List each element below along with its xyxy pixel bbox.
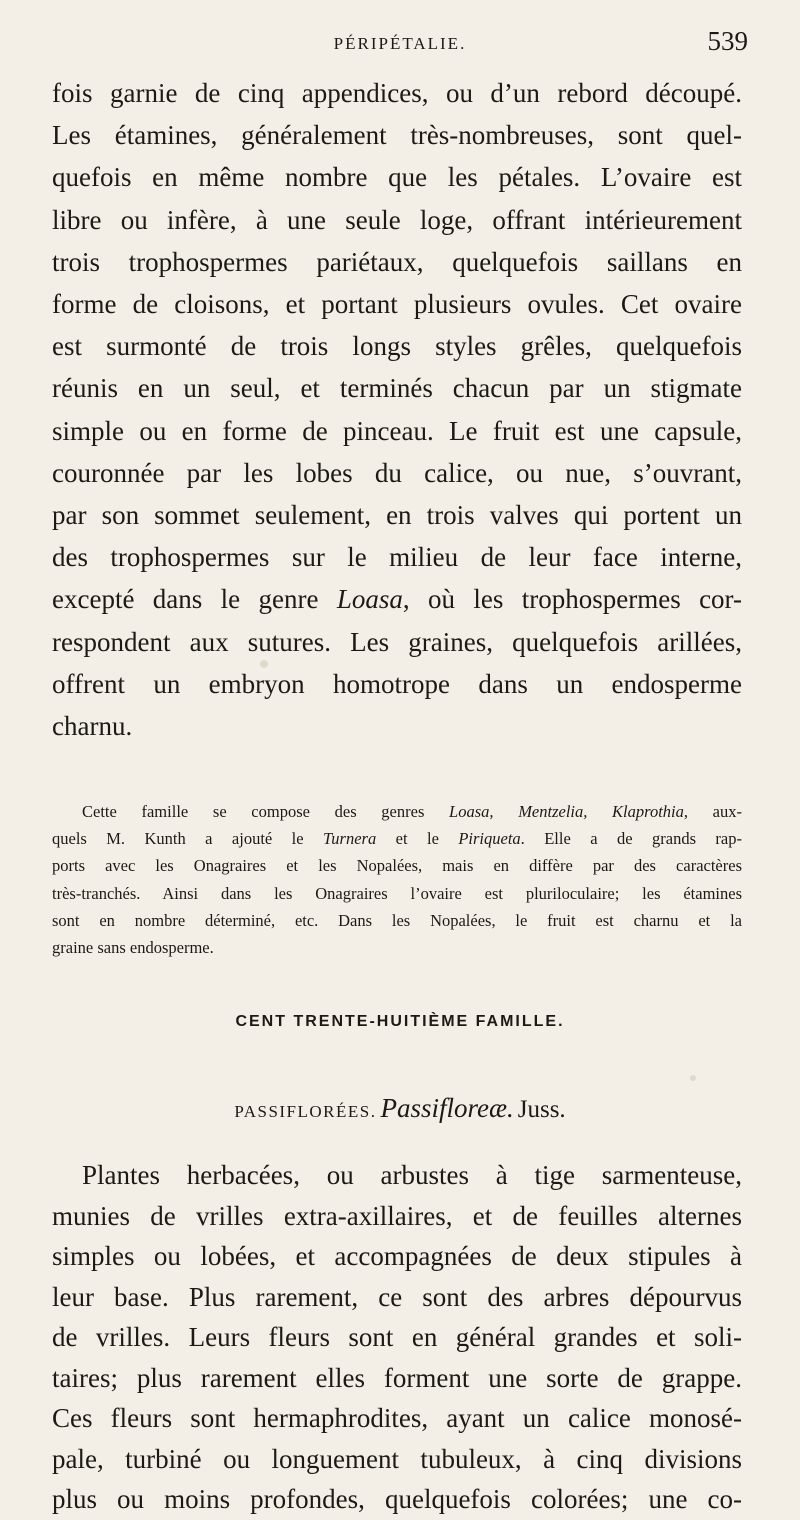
text-line: libre ou infère, à une seule loge, offrant intérieurement bbox=[52, 204, 742, 235]
footnote-block bbox=[52, 798, 742, 961]
text-line: Les étamines, généralement très-nombreuses, sont quel- bbox=[52, 120, 742, 151]
text-line: plus ou moins profondes, quelquefois colorées; une co- bbox=[52, 1484, 742, 1514]
text-line: réunis en un seul, et terminés chacun par un stigmate bbox=[52, 373, 742, 404]
text-line: par son sommet seulement, en trois valves qui portent un bbox=[52, 500, 742, 531]
text-line: est surmonté de trois longs styles grêles, quelquefois bbox=[52, 331, 742, 362]
text-line: Plantes herbacées, ou arbustes à tige sarmenteuse, bbox=[82, 1160, 742, 1190]
text-line: leur base. Plus rarement, ce sont des arbres dépourvus bbox=[52, 1281, 742, 1312]
genus-list: Loasa, Mentzelia, Klaprothia bbox=[449, 802, 684, 821]
genus-name: Piriqueta bbox=[458, 829, 521, 849]
text-fragment: excepté dans le genre bbox=[52, 584, 337, 615]
text-line: couronnée par les lobes du calice, ou nue, s’ouvrant, bbox=[52, 457, 742, 488]
text-line: simple ou en forme de pinceau. Le fruit est une capsule, bbox=[52, 415, 742, 446]
text-line: de vrilles. Leurs fleurs sont en général grandes et soli- bbox=[52, 1322, 742, 1352]
note-line: ports avec les Onagraires et les Nopalées, mais en diffère par des caractères bbox=[52, 856, 742, 876]
text-fragment: quels M. Kunth a ajouté le bbox=[52, 829, 324, 849]
text-fragment: , aux- bbox=[683, 802, 742, 821]
paper-blemish bbox=[260, 660, 268, 668]
text-line: des trophospermes sur le milieu de leur face interne, bbox=[52, 542, 742, 573]
genus-name: Loasa bbox=[336, 584, 403, 615]
note-line: très-tranchés. Ainsi dans les Onagraires l’ovaire est pluriloculaire; les étamines bbox=[52, 883, 742, 903]
family-name-latin: Passifloreæ. bbox=[380, 1093, 514, 1123]
note-line: graine sans endosperme. bbox=[52, 938, 214, 958]
family-name-line bbox=[0, 1093, 800, 1124]
note-line bbox=[52, 798, 742, 825]
text-fragment: et le bbox=[376, 829, 459, 849]
text-line: quefois en même nombre que les pétales. L’ovaire est bbox=[52, 162, 742, 193]
text-line bbox=[52, 578, 742, 620]
page-header bbox=[52, 20, 748, 60]
text-line: fois garnie de cinq appendices, ou d’un rebord découpé. bbox=[52, 78, 742, 108]
genus-name: Turnera bbox=[323, 829, 377, 849]
text-line: simples ou lobées, et accompagnées de deux stipules à bbox=[52, 1241, 742, 1271]
note-line: sont en nombre déterminé, etc. Dans les Nopalées, le fruit est charnu et la bbox=[52, 910, 742, 930]
family-name-french: PASSIFLORÉES. bbox=[234, 1102, 377, 1121]
text-line: respondent aux sutures. Les graines, quelquefois arillées, bbox=[52, 626, 742, 657]
text-fragment: , où les trophospermes cor- bbox=[402, 584, 743, 615]
text-line: Ces fleurs sont hermaphrodites, ayant un calice monosé- bbox=[52, 1403, 742, 1433]
paper-blemish bbox=[690, 1075, 696, 1081]
text-line: trois trophospermes pariétaux, quelquefois saillans en bbox=[52, 246, 742, 277]
family-author: Juss. bbox=[517, 1096, 566, 1123]
text-line: taires; plus rarement elles forment une sorte de grappe. bbox=[52, 1362, 742, 1393]
family-heading: CENT TRENTE-HUITIÈME FAMILLE. bbox=[235, 1013, 565, 1030]
page-number: 539 bbox=[707, 26, 748, 56]
text-line: offrent un embryon homotrope dans un endosperme bbox=[52, 668, 742, 699]
paragraph-body bbox=[52, 72, 742, 747]
paragraph-body bbox=[52, 1155, 742, 1520]
text-line: pale, turbiné ou longuement tubuleux, à cinq divisions bbox=[52, 1443, 742, 1474]
text-line: forme de cloisons, et portant plusieurs ovules. Cet ovaire bbox=[52, 289, 742, 320]
text-line: munies de vrilles extra-axillaires, et de feuilles alternes bbox=[52, 1200, 742, 1231]
note-line bbox=[52, 825, 742, 852]
text-fragment: Cette famille se compose des genres bbox=[82, 802, 450, 821]
text-line: charnu. bbox=[52, 711, 133, 742]
text-fragment: . Elle a de grands rap- bbox=[520, 829, 742, 849]
running-head: PÉRIPÉTALIE. bbox=[333, 34, 467, 53]
